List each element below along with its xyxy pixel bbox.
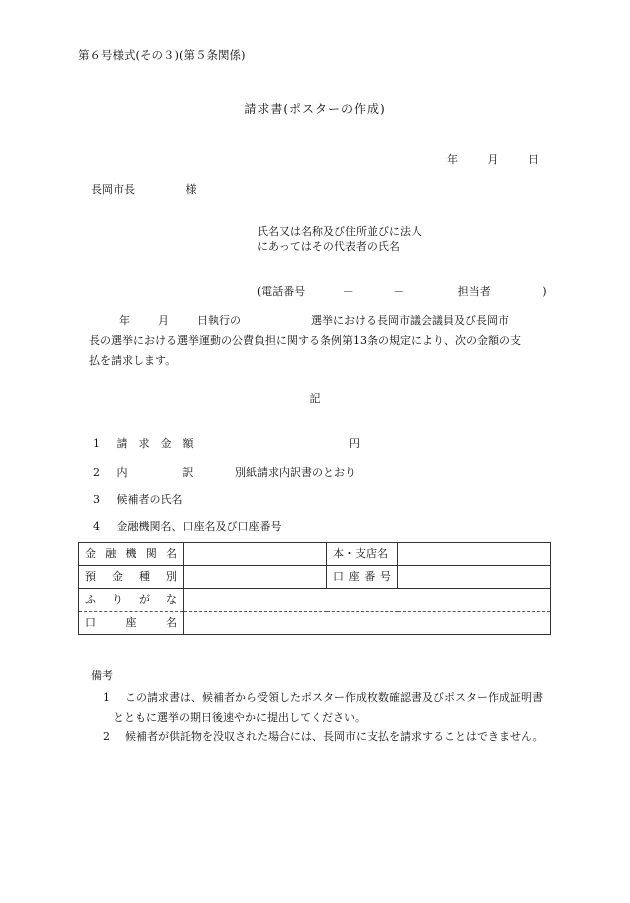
body-line1-rest: 選挙における長岡市議会議員及び長岡市	[311, 314, 509, 327]
note-text: この請求書は、候補者から受領したポスター作成枚数確認書及びポスター作成証明書とともに選挙の期日後速やかに提出してください。	[113, 691, 543, 724]
deposit-type-label: 預 金 種 別	[79, 566, 184, 589]
body-month: 月	[158, 314, 169, 327]
table-row	[79, 612, 551, 635]
furigana-label: ふ り が な	[79, 589, 184, 612]
account-number-field[interactable]	[398, 566, 551, 589]
item-label: 金融機関名、口座名及び口座番号	[116, 520, 282, 533]
applicant-line1: 氏名又は名称及び住所並びに法人	[257, 225, 422, 238]
body-year: 年	[119, 314, 130, 327]
body-line-1	[89, 311, 551, 331]
form-number: 第６号様式(その３)(第５条関係)	[78, 48, 246, 62]
item-label: 内 訳	[116, 466, 194, 479]
date-year: 年	[447, 153, 458, 166]
item-number: 4	[93, 520, 100, 533]
body-line-3: 払を請求します。	[89, 354, 177, 367]
item-number: 2	[93, 466, 100, 479]
item-value: 円	[349, 437, 360, 450]
phone-line	[257, 284, 547, 301]
phone-close: )	[542, 285, 547, 298]
addressee	[91, 182, 197, 199]
item-number: 3	[93, 493, 100, 506]
phone-open: (電話番号	[257, 285, 306, 298]
table-row	[79, 566, 551, 589]
item-label: 請 求 金 額	[116, 437, 194, 450]
applicant-line2: にあってはその代表者の氏名	[257, 240, 400, 253]
furigana-field[interactable]	[184, 589, 551, 612]
table-row	[79, 543, 551, 566]
addressee-suffix: 様	[185, 183, 197, 196]
phone-dash-1: －	[342, 285, 354, 298]
contact-label: 担当者	[457, 285, 491, 298]
note-item	[103, 688, 551, 728]
item-amount	[93, 436, 360, 453]
request-body	[89, 311, 551, 371]
account-name-label: 口 座 名	[79, 612, 184, 635]
branch-field[interactable]	[398, 543, 551, 566]
addressee-name: 長岡市長	[91, 183, 135, 196]
note-number: 2	[103, 730, 110, 743]
date-day: 日	[528, 153, 539, 166]
note-item	[103, 727, 551, 747]
date-month: 月	[487, 153, 499, 166]
ki-heading: 記	[309, 392, 321, 405]
bank-name-label: 金 融 機 関 名	[79, 543, 184, 566]
bank-table	[78, 542, 551, 635]
item-value: 別紙請求内訳書のとおり	[235, 466, 356, 479]
item-label: 候補者の氏名	[116, 493, 183, 506]
item-number: 1	[93, 437, 100, 450]
account-name-field[interactable]	[184, 612, 551, 635]
body-day-exec: 日執行の	[197, 314, 241, 327]
item-bank-info	[93, 519, 282, 536]
body-line-2: 長の選挙における選挙運動の公費負担に関する条例第13条の規定により、次の金額の支	[89, 334, 521, 347]
item-breakdown	[93, 465, 356, 482]
account-number-label: 口 座 番 号	[327, 566, 398, 589]
deposit-type-field[interactable]	[184, 566, 327, 589]
date-line	[447, 152, 539, 169]
phone-dash-2: －	[393, 285, 405, 298]
notes-heading: 備考	[91, 669, 113, 682]
note-number: 1	[103, 691, 110, 704]
note-text: 候補者が供託物を没収された場合には、長岡市に支払を請求することはできません。	[125, 730, 544, 743]
bank-name-field[interactable]	[184, 543, 327, 566]
applicant-block	[257, 224, 422, 254]
page-title: 請求書(ポスターの作成)	[244, 102, 386, 116]
table-row	[79, 589, 551, 612]
branch-label: 本・支店名	[327, 543, 398, 566]
item-candidate-name	[93, 492, 183, 509]
